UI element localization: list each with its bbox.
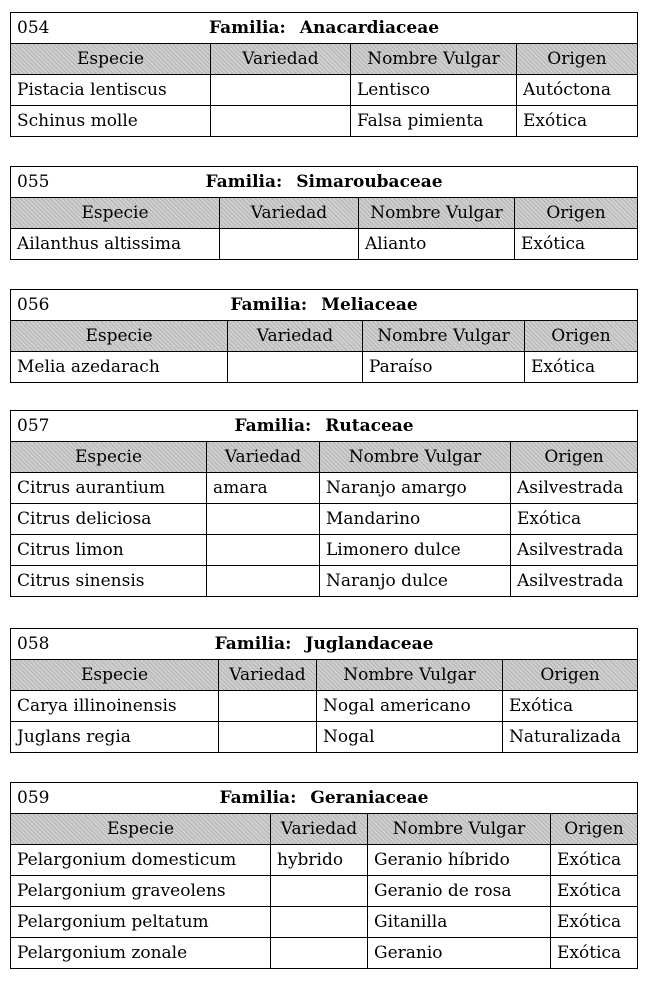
- cell-variedad: [219, 722, 317, 753]
- family-number: 059: [17, 788, 50, 808]
- cell-nombre-vulgar: Nogal: [317, 722, 503, 753]
- cell-origen: Exótica: [517, 106, 638, 137]
- family-name: Juglandaceae: [305, 634, 434, 654]
- table-row: [11, 722, 638, 753]
- column-header-row: [11, 442, 638, 473]
- header-origen: Origen: [525, 321, 638, 352]
- header-variedad: Variedad: [228, 321, 363, 352]
- family-table-056: [10, 289, 638, 383]
- cell-origen: Exótica: [551, 845, 638, 876]
- cell-origen: Exótica: [551, 938, 638, 969]
- cell-origen: Exótica: [551, 907, 638, 938]
- table-row: [11, 352, 638, 383]
- cell-variedad: [271, 907, 368, 938]
- cell-origen: Exótica: [551, 876, 638, 907]
- table-row: [11, 876, 638, 907]
- family-title-row: [11, 13, 638, 44]
- header-especie: Especie: [11, 814, 271, 845]
- cell-variedad: amara: [207, 473, 320, 504]
- cell-origen: Autóctona: [517, 75, 638, 106]
- family-title-row: [11, 629, 638, 660]
- family-table-054: [10, 12, 638, 137]
- cell-nombre-vulgar: Paraíso: [363, 352, 525, 383]
- cell-especie: Juglans regia: [11, 722, 219, 753]
- family-table-057: [10, 410, 638, 597]
- cell-origen: Asilvestrada: [511, 473, 638, 504]
- cell-especie: Ailanthus altissima: [11, 229, 220, 260]
- table-row: [11, 75, 638, 106]
- header-origen: Origen: [511, 442, 638, 473]
- column-header-row: [11, 814, 638, 845]
- header-nombre-vulgar: Nombre Vulgar: [368, 814, 551, 845]
- cell-variedad: [207, 535, 320, 566]
- family-name: Anacardiaceae: [299, 18, 440, 38]
- cell-variedad: [228, 352, 363, 383]
- header-variedad: Variedad: [220, 198, 359, 229]
- family-number: 057: [17, 416, 50, 436]
- cell-origen: Asilvestrada: [511, 535, 638, 566]
- family-title-row: [11, 290, 638, 321]
- cell-variedad: [211, 106, 351, 137]
- cell-especie: Pistacia lentiscus: [11, 75, 211, 106]
- cell-especie: Pelargonium peltatum: [11, 907, 271, 938]
- table-row: [11, 504, 638, 535]
- table-row: [11, 106, 638, 137]
- family-name: Meliaceae: [321, 295, 418, 315]
- column-header-row: [11, 660, 638, 691]
- familia-label: Familia:: [208, 18, 286, 38]
- cell-variedad: [207, 566, 320, 597]
- cell-variedad: [211, 75, 351, 106]
- cell-variedad: [220, 229, 359, 260]
- cell-nombre-vulgar: Naranjo amargo: [320, 473, 511, 504]
- cell-especie: Citrus sinensis: [11, 566, 207, 597]
- family-name: Simaroubaceae: [296, 172, 443, 192]
- cell-nombre-vulgar: Nogal americano: [317, 691, 503, 722]
- familia-label: Familia:: [214, 634, 292, 654]
- table-row: [11, 566, 638, 597]
- table-row: [11, 473, 638, 504]
- header-nombre-vulgar: Nombre Vulgar: [317, 660, 503, 691]
- cell-nombre-vulgar: Geranio híbrido: [368, 845, 551, 876]
- cell-variedad: [271, 876, 368, 907]
- familia-label: Familia:: [205, 172, 283, 192]
- familia-label: Familia:: [234, 416, 312, 436]
- family-number: 055: [17, 172, 50, 192]
- cell-nombre-vulgar: Naranjo dulce: [320, 566, 511, 597]
- cell-origen: Asilvestrada: [511, 566, 638, 597]
- cell-nombre-vulgar: Mandarino: [320, 504, 511, 535]
- cell-origen: Exótica: [503, 691, 638, 722]
- cell-nombre-vulgar: Lentisco: [351, 75, 517, 106]
- cell-variedad: [271, 938, 368, 969]
- family-name: Rutaceae: [325, 416, 414, 436]
- family-title-row: [11, 783, 638, 814]
- header-especie: Especie: [11, 198, 220, 229]
- header-variedad: Variedad: [219, 660, 317, 691]
- cell-origen: Naturalizada: [503, 722, 638, 753]
- table-row: [11, 691, 638, 722]
- cell-especie: Pelargonium domesticum: [11, 845, 271, 876]
- cell-variedad: [207, 504, 320, 535]
- header-variedad: Variedad: [271, 814, 368, 845]
- header-nombre-vulgar: Nombre Vulgar: [320, 442, 511, 473]
- column-header-row: [11, 44, 638, 75]
- column-header-row: [11, 321, 638, 352]
- cell-nombre-vulgar: Geranio de rosa: [368, 876, 551, 907]
- header-especie: Especie: [11, 321, 228, 352]
- cell-especie: Melia azedarach: [11, 352, 228, 383]
- table-row: [11, 907, 638, 938]
- header-variedad: Variedad: [211, 44, 351, 75]
- header-origen: Origen: [551, 814, 638, 845]
- cell-especie: Citrus limon: [11, 535, 207, 566]
- header-nombre-vulgar: Nombre Vulgar: [351, 44, 517, 75]
- header-origen: Origen: [517, 44, 638, 75]
- family-title-row: [11, 167, 638, 198]
- cell-nombre-vulgar: Alianto: [359, 229, 515, 260]
- cell-origen: Exótica: [511, 504, 638, 535]
- cell-especie: Citrus deliciosa: [11, 504, 207, 535]
- cell-variedad: [219, 691, 317, 722]
- header-especie: Especie: [11, 442, 207, 473]
- cell-especie: Pelargonium graveolens: [11, 876, 271, 907]
- header-nombre-vulgar: Nombre Vulgar: [363, 321, 525, 352]
- cell-nombre-vulgar: Gitanilla: [368, 907, 551, 938]
- table-row: [11, 535, 638, 566]
- cell-especie: Carya illinoinensis: [11, 691, 219, 722]
- cell-variedad: hybrido: [271, 845, 368, 876]
- family-table-058: [10, 628, 638, 753]
- header-especie: Especie: [11, 660, 219, 691]
- cell-especie: Schinus molle: [11, 106, 211, 137]
- table-row: [11, 845, 638, 876]
- family-table-059: [10, 782, 638, 969]
- column-header-row: [11, 198, 638, 229]
- family-title-row: [11, 411, 638, 442]
- cell-origen: Exótica: [525, 352, 638, 383]
- table-row: [11, 229, 638, 260]
- cell-especie: Citrus aurantium: [11, 473, 207, 504]
- header-nombre-vulgar: Nombre Vulgar: [359, 198, 515, 229]
- cell-nombre-vulgar: Limonero dulce: [320, 535, 511, 566]
- table-row: [11, 938, 638, 969]
- family-number: 054: [17, 18, 50, 38]
- family-number: 056: [17, 295, 50, 315]
- familia-label: Familia:: [219, 788, 297, 808]
- cell-especie: Pelargonium zonale: [11, 938, 271, 969]
- family-number: 058: [17, 634, 50, 654]
- family-name: Geraniaceae: [310, 788, 429, 808]
- cell-nombre-vulgar: Geranio: [368, 938, 551, 969]
- header-origen: Origen: [515, 198, 638, 229]
- familia-label: Familia:: [230, 295, 308, 315]
- header-variedad: Variedad: [207, 442, 320, 473]
- cell-origen: Exótica: [515, 229, 638, 260]
- cell-nombre-vulgar: Falsa pimienta: [351, 106, 517, 137]
- family-table-055: [10, 166, 638, 260]
- header-origen: Origen: [503, 660, 638, 691]
- header-especie: Especie: [11, 44, 211, 75]
